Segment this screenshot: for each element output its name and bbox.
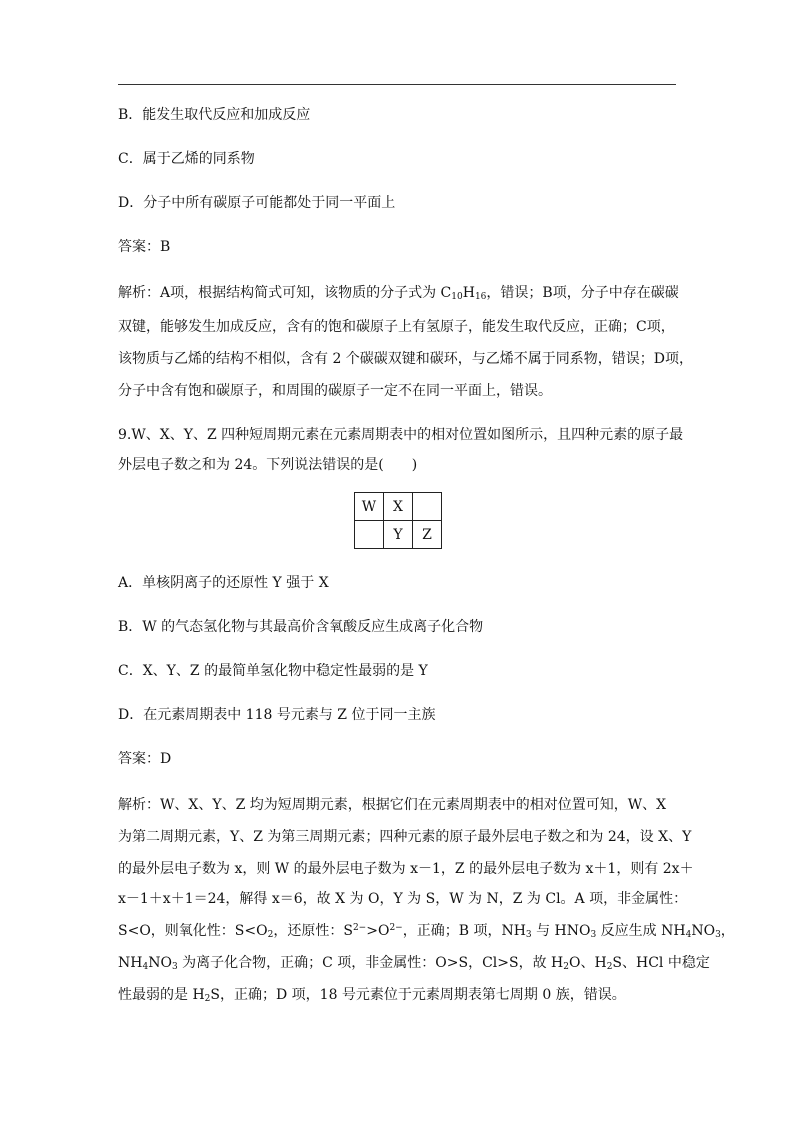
option-8c: C．属于乙烯的同系物: [118, 151, 255, 167]
cell-x: X: [384, 493, 413, 521]
analysis-9-line-2: 为第二周期元素，Y、Z 为第三周期元素；四种元素的原子最外层电子数之和为 24，设 X、Y: [118, 829, 692, 845]
option-9a: A．单核阴离子的还原性 Y 强于 X: [118, 575, 329, 591]
cell-y: Y: [384, 521, 413, 549]
analysis-9-line-5: S<O，则氧化性：$S<O_2$，还原性：$S^{2-}>O^{2-}$，正确；B 项，$NH_3$ 与 $HNO_3$ 反应生成 $NH_4NO_3$，: [118, 923, 735, 940]
analysis-8-line-4: 分子中含有饱和碳原子，和周围的碳原子一定不在同一平面上，错误。: [118, 383, 552, 399]
analysis-9-line-7: 性最弱的是 $H_2S$，正确；D 项，18 号元素位于元素周期表第七周期 0 族，错误。: [118, 987, 626, 1004]
option-8b: B．能发生取代反应和加成反应: [118, 107, 311, 123]
option-8d: D．分子中所有碳原子可能都处于同一平面上: [118, 195, 396, 211]
periodic-position-table: [354, 492, 442, 549]
analysis-8-line-1: 解析：A项，根据结构简式可知，该物质的分子式为 $C_{10}H_{16}$，错误；B项，分子中存在碳碳: [118, 285, 679, 302]
cell-z: Z: [413, 521, 442, 549]
cell-w: W: [355, 493, 384, 521]
answer-8: 答案：B: [118, 239, 171, 255]
option-9c: C．X、Y、Z 的最简单氢化物中稳定性最弱的是 Y: [118, 663, 428, 679]
analysis-9-line-4: x－1＋x＋1＝24，解得 x＝6，故 X 为 O，Y 为 S，W 为 N，Z 为 Cl。A 项，非金属性：: [118, 891, 688, 907]
answer-9: 答案：D: [118, 751, 172, 767]
analysis-8-line-3: 该物质与乙烯的结构不相似，含有 2 个碳碳双键和碳环，与乙烯不属于同系物，错误；D项，: [118, 351, 694, 367]
cell-empty-1: [413, 493, 442, 521]
analysis-9-line-3: 的最外层电子数为 x，则 W 的最外层电子数为 x－1，Z 的最外层电子数为 x＋1，则有 2x＋: [118, 861, 694, 877]
analysis-8-line-2: 双键，能够发生加成反应，含有的饱和碳原子上有氢原子，能发生取代反应，正确；C项，: [118, 319, 675, 335]
option-9b: B．W 的气态氢化物与其最高价含氧酸反应生成离子化合物: [118, 619, 484, 635]
option-9d: D．在元素周期表中 118 号元素与 Z 位于同一主族: [118, 707, 436, 723]
analysis-9-line-6: $NH_4NO_3$ 为离子化合物，正确；C 项，非金属性：O>S，Cl>S，故 $H_2O$、$H_2S$、HCl 中稳定: [118, 955, 710, 972]
cell-empty-2: [355, 521, 384, 549]
question-9-line-2: 外层电子数之和为 24。下列说法错误的是( ): [118, 457, 418, 473]
analysis-9-line-1: 解析：W、X、Y、Z 均为短周期元素，根据它们在元素周期表中的相对位置可知，W、X: [118, 797, 667, 813]
header-rule: [118, 84, 676, 85]
question-9-line-1: 9.W、X、Y、Z 四种短周期元素在元素周期表中的相对位置如图所示，且四种元素的原子最: [118, 427, 684, 443]
